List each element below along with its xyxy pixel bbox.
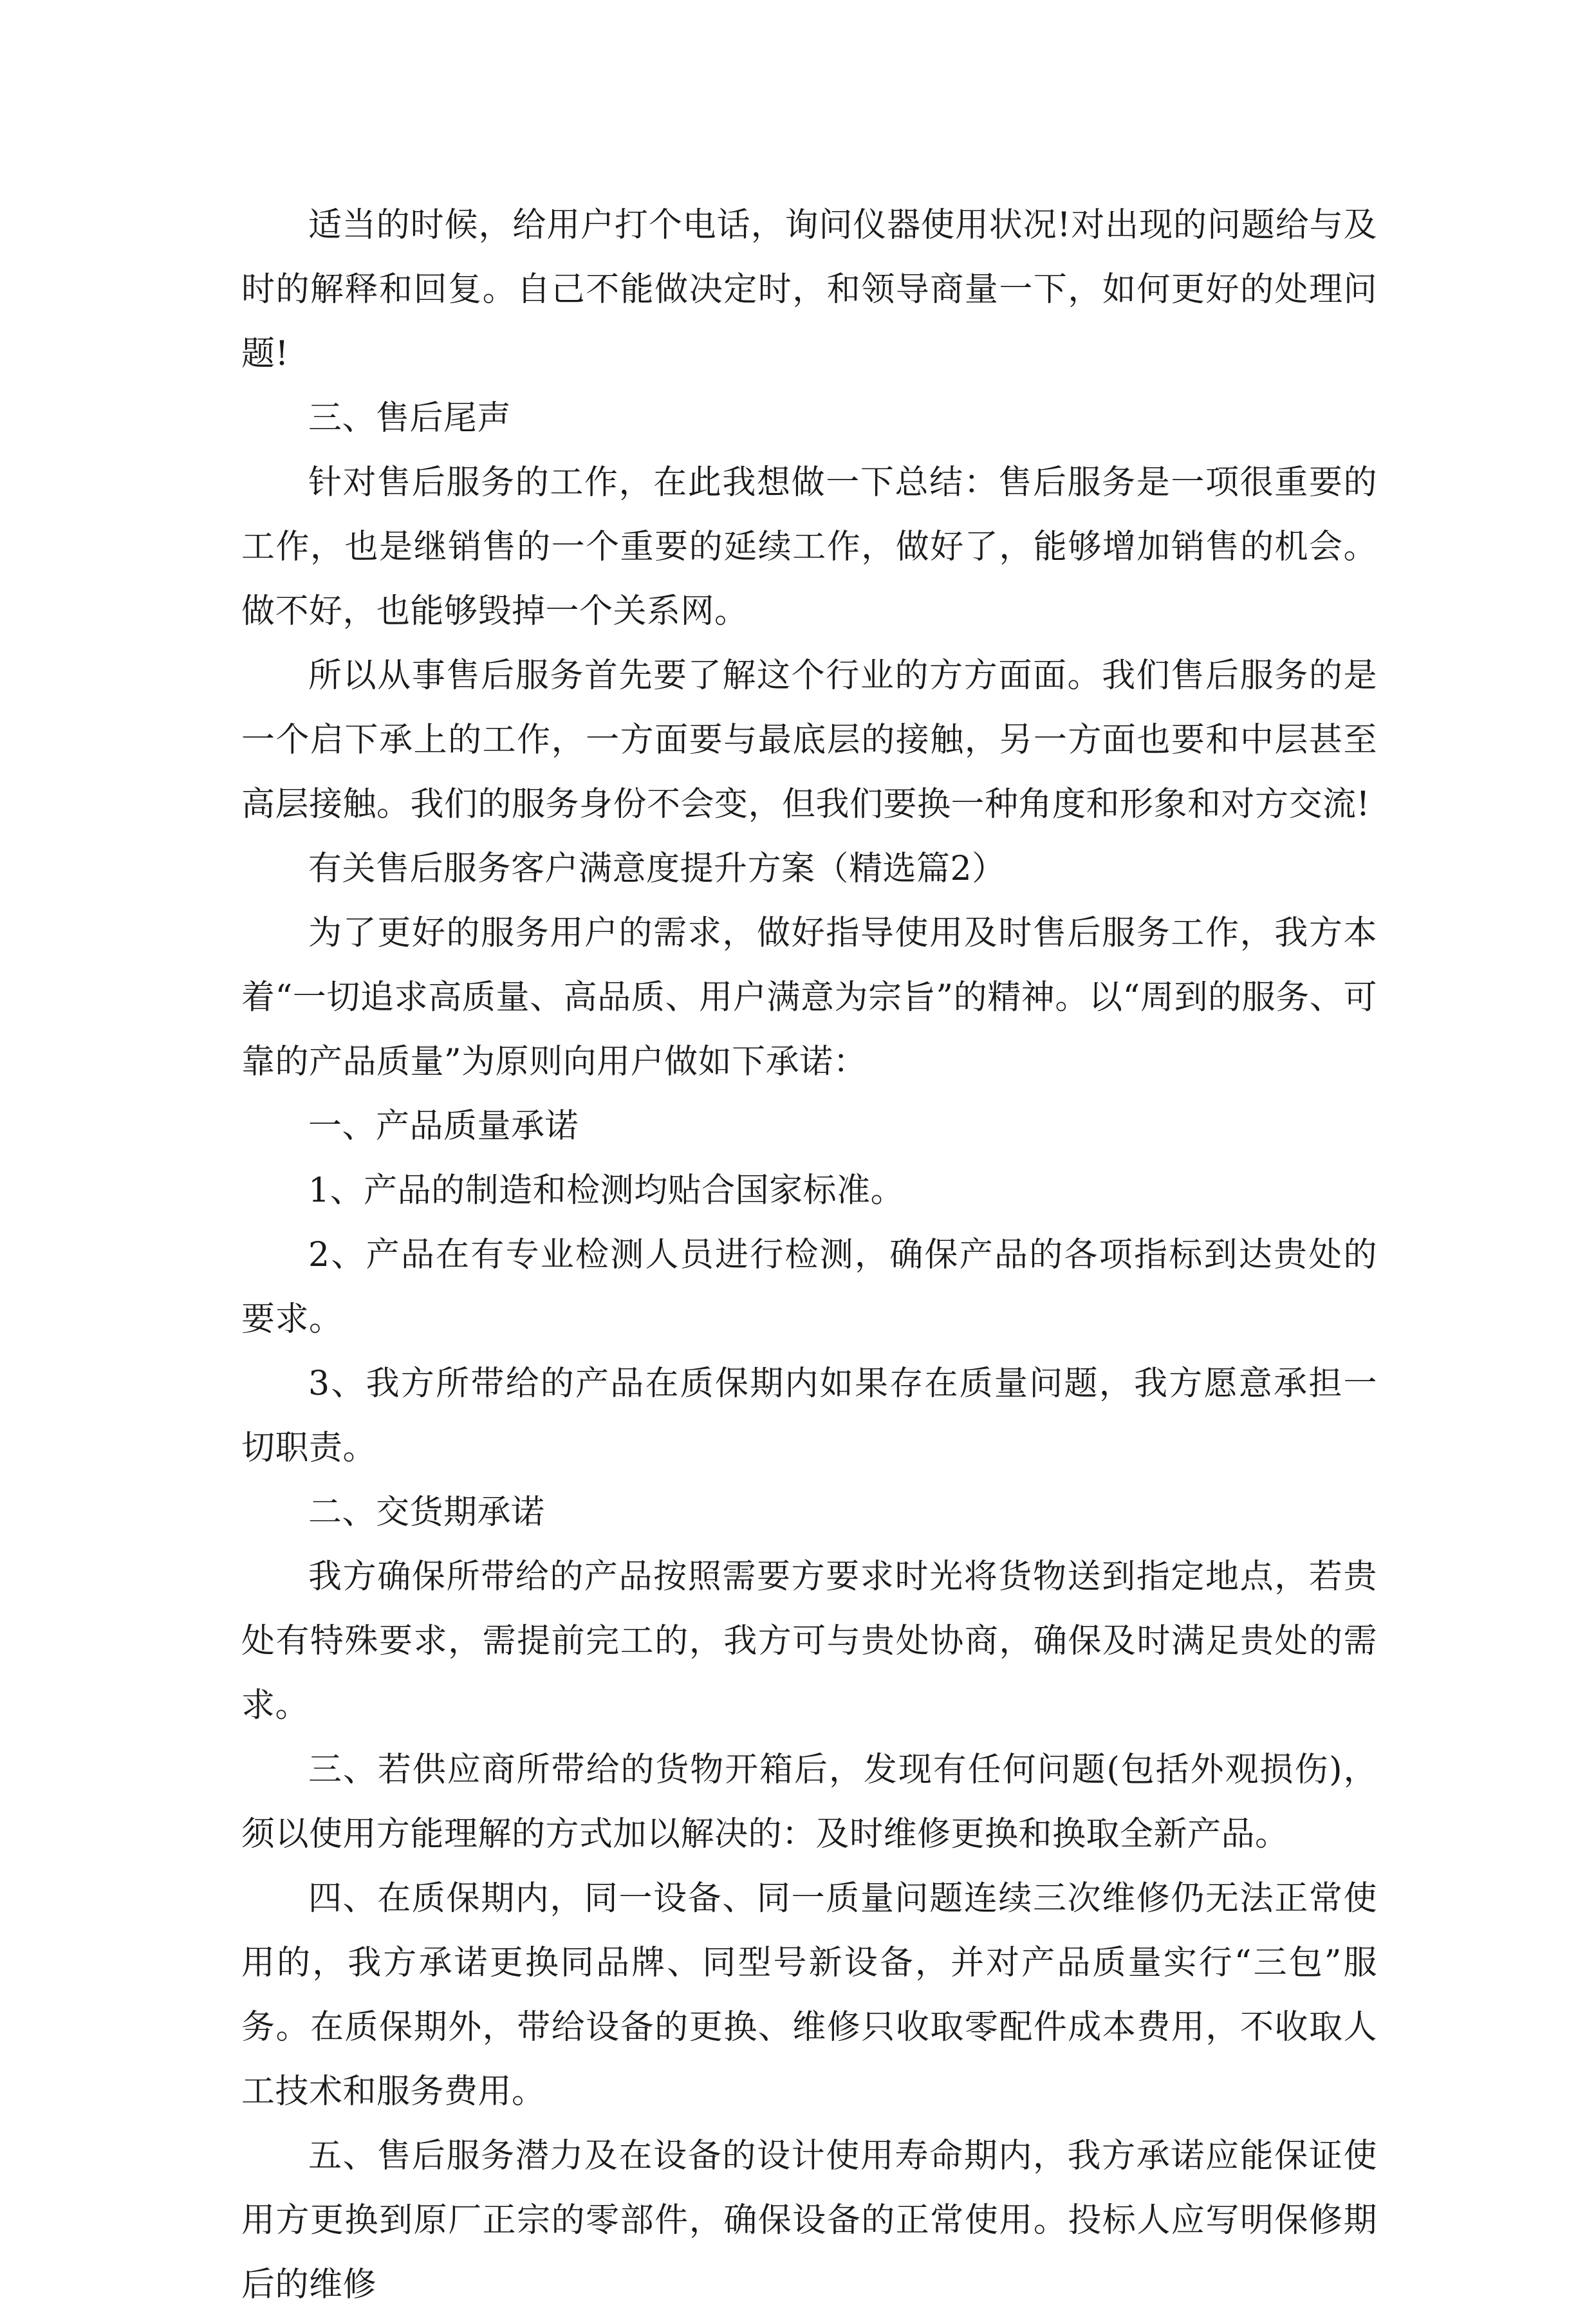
paragraph-industry-knowledge: 所以从事售后服务首先要了解这个行业的方方面面。我们售后服务的是一个启下承上的工作，一方面要与最底层的接触，另一方面也要和中层甚至高层接触。我们的服务身份不会变，但我们要换一种角度和形象和对方交流! [241, 656, 1377, 824]
paragraph-unpacking-issues: 三、若供应商所带给的货物开箱后，发现有任何问题(包括外观损伤)，须以使用方能理解的方式加以解决的：及时维修更换和换取全新产品。 [241, 1751, 1377, 1854]
list-item-3: 3、我方所带给的产品在质保期内如果存在质量问题，我方愿意承担一切职责。 [241, 1364, 1377, 1467]
paragraph-summary: 针对售后服务的工作，在此我想做一下总结：售后服务是一项很重要的工作，也是继销售的一个重要的延续工作，做好了，能够增加销售的机会。做不好，也能够毁掉一个关系网。 [241, 463, 1377, 631]
paragraph-commitment-intro: 为了更好的服务用户的需求，做好指导使用及时售后服务工作，我方本着“一切追求高质量、高品质、用户满意为宗旨”的精神。以“周到的服务、可靠的产品质量”为原则向用户做如下承诺： [241, 914, 1377, 1081]
list-item-1: 1、产品的制造和检测均贴合国家标准。 [308, 1171, 905, 1210]
paragraph-warranty-replacement: 四、在质保期内，同一设备、同一质量问题连续三次维修仍无法正常使用的，我方承诺更换同品牌、同型号新设备，并对产品质量实行“三包”服务。在质保期外，带给设备的更换、维修只收取零配件成本费用，不收取人工技术和服务费用。 [241, 1879, 1377, 2111]
heading-quality-commitment: 一、产品质量承诺 [308, 1107, 579, 1146]
paragraph-service-capability: 五、售后服务潜力及在设备的设计使用寿命期内，我方承诺应能保证使用方更换到原厂正宗的零部件，确保设备的正常使用。投标人应写明保修期后的维修 [241, 2137, 1377, 2304]
heading-after-sales-conclusion: 三、售后尾声 [308, 399, 512, 438]
document-body [241, 193, 1377, 2317]
list-item-2: 2、产品在有专业检测人员进行检测，确保产品的各项指标到达贵处的要求。 [241, 1236, 1377, 1339]
heading-delivery-commitment: 二、交货期承诺 [308, 1493, 545, 1532]
paragraph-delivery: 我方确保所带给的产品按照需要方要求时光将货物送到指定地点，若贵处有特殊要求，需提前完工的，我方可与贵处协商，确保及时满足贵处的需求。 [241, 1558, 1377, 1725]
heading-selected-article-2: 有关售后服务客户满意度提升方案（精选篇2） [308, 850, 1006, 888]
paragraph-call-user: 适当的时候，给用户打个电话，询问仪器使用状况!对出现的问题给与及时的解释和回复。自己不能做决定时，和领导商量一下，如何更好的处理问题! [241, 206, 1377, 373]
